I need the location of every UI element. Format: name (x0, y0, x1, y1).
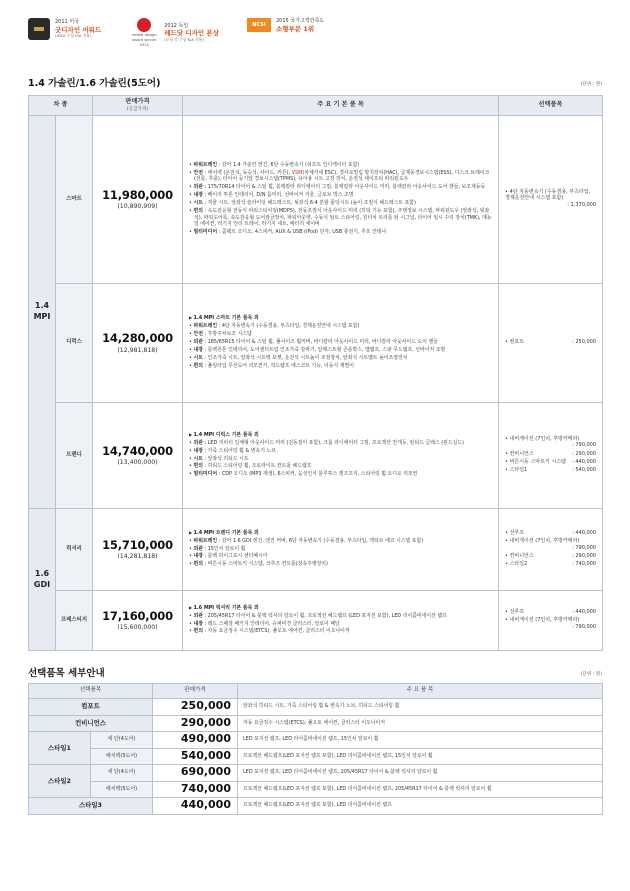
price-value: 11,980,000 (102, 187, 173, 202)
feature-label: 편의 (193, 463, 203, 470)
feature-item (189, 184, 494, 191)
award-text: 2015 국가고객만족도 (275, 18, 325, 24)
feature-text: : 175/70R14 타이어 & 스틸 휠, 블랙칼라 라디에이터 그릴, 블랙칼라 아웃사이드 미러, 블랙칼라 아웃사이드 도어 핸들, 보조제동등 (202, 184, 486, 191)
option-item (505, 609, 596, 616)
header-options: 선택품목 (499, 96, 603, 116)
feature-highlight: VSM (291, 169, 303, 176)
feature-text: : 감마 1.6 GDI 엔진, 엔진 커버, 6단 자동변속기 (수동겸용, 부츠타입, 액티브 에코 시스템 포함) (217, 537, 424, 544)
option-price: : 290,000 (572, 552, 597, 559)
option-item (505, 339, 596, 346)
awards-header (28, 18, 602, 64)
feature-label: 시트 (193, 354, 203, 361)
feature-text: : 히티드 스티어링 휠, 오토라이트 컨트롤 헤드램프 (202, 463, 312, 470)
feature-text: : 인조가죽 시트, 앞좌석 시트백 포켓, 운전석 시트높이 조절장치, 앞좌석 시트벨트 높이조절장치 (202, 354, 408, 361)
option-sub: 해치백(5도어) (91, 748, 153, 765)
option-item (505, 451, 596, 458)
table-row (29, 715, 603, 732)
trim-name: 럭셔리 (56, 509, 93, 591)
award-text: 레드닷 디자인 본상 (164, 29, 219, 38)
option-price: 740,000 (153, 781, 238, 798)
feature-item (189, 208, 494, 228)
feature-text: : 풀링타입 무선도어 리모컨키, 허드램프 에스코트 기능, 이동식 재떨이 (202, 362, 354, 369)
feature-item (189, 323, 494, 330)
feature-item (189, 448, 494, 455)
feature-item (189, 162, 494, 169)
header-price: 판매가격 (153, 684, 238, 699)
header-price (93, 96, 183, 116)
award-text: 굿디자인 어워드 (55, 25, 102, 34)
option-price: : 790,000 (572, 442, 597, 449)
table-row (29, 748, 603, 765)
option-name: • 버튼시동 스마트키 시스템 (505, 459, 566, 466)
feature-text: (차체자세 ESC), 경사로밀림 방지장치(HAC), 급제동경보시스템(ESS), 디스크 브레이크 (전륜, 후륜), 타이어 공기압 경보시스템(TPMS), 유아용 시트 고정 장치, 운전석 세이프티 파워윈도우 (194, 169, 490, 183)
unit-label: (단위 : 원) (580, 672, 602, 677)
feature-label: 내장 (193, 447, 203, 454)
feature-label: 멀티미디어 (193, 471, 218, 478)
table-row (29, 732, 603, 749)
engine-label: 1.4 MPI (29, 116, 56, 509)
award-ncsi (247, 18, 324, 33)
feature-text: : 감마 1.4 가솔린 엔진, 6단 수동변속기 (쉬프트 인디케이터 포함) (217, 161, 360, 168)
feature-text: : 블랙원톤 인테리어, 도어센터트림 인조가죽 감싸기, 알레스트형 콘솔박스, 맵램프, 스팟 무드램프, 선바이저 조명 (202, 346, 446, 353)
trim-name: 프레스티지 (56, 591, 93, 651)
option-name: 스타일3 (29, 798, 153, 815)
option-item (505, 561, 596, 568)
table-header-row (29, 684, 603, 699)
feature-item (189, 347, 494, 354)
table-row (29, 116, 603, 284)
option-sub: 해치백(5도어) (91, 781, 153, 798)
award-idea (28, 18, 101, 40)
header-item: 선택품목 (29, 684, 153, 699)
trim-price (93, 284, 183, 403)
feature-text: : 205/45R17 타이어 & 블랙 럭셔리 알로이 휠, 프로젝션 헤드램프 (LED 포지션 포함), LED 리어콤비네이션 램프 (202, 612, 447, 619)
trim-name: 디럭스 (56, 284, 93, 403)
trim-price (93, 591, 183, 651)
feature-item (189, 331, 494, 338)
option-name: • 컨비니언스 (505, 553, 534, 560)
option-price: 250,000 (153, 699, 238, 716)
idea-logo-icon (28, 18, 50, 40)
feature-label: 편의 (193, 628, 203, 635)
ncsi-logo-text: NCSI (252, 22, 266, 29)
option-price: : 540,000 (572, 467, 597, 474)
option-desc: 프로젝션 헤드램프(LED 포지션 램프 포함), LED 리어콤비네이션 램프 (238, 798, 603, 815)
trim-name: 스마트 (56, 116, 93, 284)
option-desc: 앞좌석 히티드 시트, 가죽 스티어링 휠 & 변속기 노브, 히티드 스티어링 휠 (238, 699, 603, 716)
table-row (29, 798, 603, 815)
feature-head: ▶ 1.6 MPI 럭셔리 기본 품목 외 (189, 605, 494, 612)
option-item (505, 617, 596, 631)
feature-text: : 자동 요금징수 시스템(ETCS), 풀오토 에어컨, 클러스터 이오나이저 (202, 628, 350, 635)
feature-item (189, 621, 494, 628)
option-price: : 1,370,000 (567, 202, 597, 209)
header-main: 주 요 품 목 (238, 684, 603, 699)
feature-label: 편의 (193, 561, 203, 568)
feature-text: : 가죽 스티어링 휠 & 변속기 노브 (202, 447, 276, 454)
option-name: • 스타일2 (505, 561, 527, 568)
award-reddot (129, 18, 219, 48)
feature-text: : 레드 스페셜 패키지 인테리어, 슈퍼비젼 클러스터, 알로이 패달 (202, 620, 340, 627)
feature-label: 안전 (193, 331, 203, 338)
feature-item (189, 440, 494, 447)
feature-head: ▶ 1.4 MPI 트렌디 기본 품목 외 (189, 530, 494, 537)
option-price: 690,000 (153, 765, 238, 782)
supply-price: (10,890,909) (117, 203, 158, 211)
price-table (28, 95, 603, 651)
option-sub: 세 단(4도어) (91, 732, 153, 749)
feature-text: : 후방주차보조 시스템 (202, 331, 252, 338)
supply-price: (14,281,818) (117, 553, 158, 561)
feature-text: : CDP 오디오 (MP3 재생), 6스피커, 음성인식 블루투스 핸즈프리, 스티어링 휠 오디오 리모컨 (217, 471, 418, 478)
option-desc: 프로젝션 헤드램프(LED 포지션 램프 포함), LED 리어콤비네이션 램프, 15인치 알로이 휠 (238, 748, 603, 765)
option-item (505, 459, 596, 466)
award-text: 2011 미국 (55, 19, 79, 26)
option-item (505, 467, 596, 474)
feature-head: ▶ 1.4 MPI 디럭스 기본 품목 외 (189, 432, 494, 439)
table-row (29, 284, 603, 403)
header-grade: 차 종 (29, 96, 93, 116)
feature-list (183, 509, 499, 591)
ncsi-logo-icon (247, 18, 271, 32)
option-name: • 컴포트 (505, 339, 524, 346)
award-text: 소형부문 1위 (275, 24, 315, 33)
feature-label: 시트 (193, 200, 203, 207)
feature-item (189, 192, 494, 199)
feature-label: 내장 (193, 192, 203, 199)
feature-item (189, 553, 494, 560)
table-header-row (29, 96, 603, 116)
table-row (29, 403, 603, 509)
price-value: 17,160,000 (102, 608, 173, 623)
feature-label: 내장 (193, 553, 203, 560)
feature-item (189, 471, 494, 478)
feature-item (189, 339, 494, 346)
option-name: 스타일1 (29, 732, 91, 765)
feature-list (183, 116, 499, 284)
supply-price: (15,600,000) (117, 624, 158, 632)
feature-item (189, 170, 494, 183)
supply-price: (13,400,000) (117, 459, 158, 467)
award-text: (IDEA 수상 KIA 적용) (55, 33, 92, 38)
header-features: 주 요 기 본 품 목 (183, 96, 499, 116)
table-row (29, 509, 603, 591)
option-price: 290,000 (153, 715, 238, 732)
section-title: 1.4 가솔린/1.6 가솔린(5도어) (28, 78, 161, 89)
option-list (499, 591, 603, 651)
feature-label: 외관 (193, 439, 203, 446)
option-name: 컴포트 (29, 699, 153, 716)
option-desc: 프로젝션 헤드램프(LED 포지션 램프 포함), LED 리어콤비네이션 램프, 205/45R17 타이어 & 블랙 럭셔리 알로이 휠 (238, 781, 603, 798)
feature-text: : LED 리피터 일체형 아웃사이드 미러 (전동접이 포함), 크롬 라디에이터 그릴, 프로젝션 안개등, 틴티드 글래스 (윈드실드) (202, 439, 464, 446)
feature-text: : 15인치 알로이 휠 (202, 545, 246, 552)
feature-label: 내장 (193, 346, 203, 353)
table-row (29, 591, 603, 651)
feature-item (189, 463, 494, 470)
option-name: • 선루프 (505, 530, 524, 537)
engine-label: 1.6 GDI (29, 509, 56, 651)
option-price: 540,000 (153, 748, 238, 765)
trim-price (93, 509, 183, 591)
feature-item (189, 456, 494, 463)
feature-text: : 콤팩트 오디오, 4스피커, AUX & USB (iPod) 단자, USB 충전기, 루프 안테나 (217, 229, 387, 236)
feature-item (189, 613, 494, 620)
option-item (505, 538, 596, 552)
feature-text: : 속도감응형 전동식 파워스티어링(MDPS), 전동조절식 아웃사이드 미러 (히팅 기능 포함), 주행정보 시스템, 파워윈도우 (앞좌석, 뒷좌석), 파워도어록, 속도감응형 도어잠금장치, 파워아웃렛, 수동식 틸트 스티어링, 원터치 트리플 턴 시그널, 타이어 임시 수리 장치(TMK), 매뉴얼 에어컨, 러기지 언더 트레이, 러기지 네트, 배터리 세이버 (194, 208, 492, 228)
feature-label: 외관 (193, 339, 203, 346)
option-name: • 내비게이션 (7인치, 후방카메라) (505, 538, 579, 544)
option-name: • 스타일1 (505, 467, 527, 474)
unit-label: (단위 : 원) (580, 82, 602, 87)
feature-label: 안전 (193, 169, 203, 176)
option-price: : 440,000 (572, 458, 597, 465)
price-value: 14,740,000 (102, 443, 173, 458)
option-name: • 컨비니언스 (505, 451, 534, 458)
feature-list (183, 284, 499, 403)
option-list (499, 509, 603, 591)
option-item (505, 553, 596, 560)
feature-item (189, 538, 494, 545)
option-desc: LED 포지션 램프, LED 리어콤비네이션 램프, 205/45R17 타이어 & 블랙 럭셔리 알로이 휠 (238, 765, 603, 782)
table-row (29, 699, 603, 716)
feature-item (189, 200, 494, 207)
option-price: : 790,000 (572, 623, 597, 630)
feature-label: 파워트레인 (193, 537, 218, 544)
option-name: • 내비게이션 (7인치, 후방카메라) (505, 617, 579, 623)
feature-label: 내장 (193, 620, 203, 627)
feature-item (189, 363, 494, 370)
award-text: 2012 독일 (164, 22, 189, 29)
trim-price (93, 403, 183, 509)
feature-text: : 버튼시동 스마트키 시스템, 크루즈 컨트롤(정속주행장치) (202, 561, 328, 568)
feature-item (189, 628, 494, 635)
feature-label: 편의 (193, 362, 203, 369)
award-text: (모닝 각 수상 KIA 적용) (164, 36, 204, 42)
feature-label: 외관 (193, 184, 203, 191)
option-name: • 4단 자동변속기 (수동겸용, 부츠타입, 경제운전안내 시스템 포함) (505, 189, 590, 202)
feature-text: : 에어백 (운전석, 동승석, 사이드, 커튼), (202, 169, 292, 176)
option-price: 440,000 (153, 798, 238, 815)
reddot-logo-icon (137, 18, 151, 32)
table-row (29, 765, 603, 782)
header-price-sub: (공급가격) (126, 106, 149, 112)
option-price: : 250,000 (572, 338, 597, 345)
section-title: 선택품목 세부안내 (28, 668, 105, 679)
table-row (29, 781, 603, 798)
option-price: : 740,000 (572, 561, 597, 568)
option-item (505, 189, 596, 209)
supply-price: (12,981,818) (117, 346, 158, 354)
option-desc: 자동 요금징수 시스템(ETCS), 풀오토 에어컨, 클러스터 이오나이저 (238, 715, 603, 732)
option-price: : 790,000 (572, 544, 597, 551)
feature-text: : 베이지 투톤 인테리어, D/N 룸미러, 선바이저 거울, 글로브 박스 조명 (202, 192, 354, 199)
feature-label: 편의 (193, 208, 203, 215)
option-item (505, 530, 596, 537)
option-price: : 290,000 (572, 450, 597, 457)
feature-label: 파워트레인 (193, 161, 218, 168)
feature-item (189, 546, 494, 553)
feature-list (183, 591, 499, 651)
option-name: 스타일2 (29, 765, 91, 798)
feature-text: : 블랙 하이그로시 센터페시아 (202, 553, 268, 560)
price-value: 14,280,000 (102, 331, 173, 346)
reddot-caption: reddot design award winner 2012 (131, 33, 157, 47)
feature-label: 외관 (193, 545, 203, 552)
option-sub: 세 단(4도어) (91, 765, 153, 782)
option-price: : 440,000 (572, 529, 597, 536)
option-name: • 선루프 (505, 609, 524, 616)
option-item (505, 436, 596, 450)
feature-label: 멀티미디어 (193, 229, 218, 236)
feature-label: 파워트레인 (193, 323, 218, 330)
option-price: 490,000 (153, 732, 238, 749)
option-detail-table (28, 683, 603, 815)
option-list (499, 403, 603, 509)
feature-item (189, 355, 494, 362)
feature-label: 시트 (193, 455, 203, 462)
feature-label: 외관 (193, 612, 203, 619)
option-list (499, 116, 603, 284)
option-name: 컨비니언스 (29, 715, 153, 732)
feature-text: : 앞좌석 히티드 시트 (202, 455, 249, 462)
option-price: : 440,000 (572, 608, 597, 615)
trim-price (93, 116, 183, 284)
feature-text: : 185/65R15 타이어 & 스틸 휠, 풀사이즈 휠커버, 바디칼라 아웃사이드 미러, 바디칼라 아웃사이드 도어 핸들 (202, 339, 438, 346)
feature-item (189, 229, 494, 236)
option-desc: LED 포지션 램프, LED 리어콤비네이션 램프, 15인치 알로이 휠 (238, 732, 603, 749)
feature-text: : 4단 자동변속기 (수동겸용, 부츠타입, 경제운전안내 시스템 포함) (217, 323, 360, 330)
feature-text: : 직물 시트, 앞좌석 슬라이딩 헤드레스트, 뒷좌석 6:4 분할 폴딩시트 (높이 조절식 헤드레스트 포함) (202, 200, 416, 207)
feature-head: ▶ 1.4 MPI 스마트 기본 품목 외 (189, 315, 494, 322)
feature-item (189, 561, 494, 568)
trim-name: 트렌디 (56, 403, 93, 509)
feature-list (183, 403, 499, 509)
option-name: • 내비게이션 (7인치, 후방카메라) (505, 436, 579, 442)
header-price-label: 판매가격 (125, 98, 150, 106)
price-value: 15,710,000 (102, 537, 173, 552)
option-list (499, 284, 603, 403)
